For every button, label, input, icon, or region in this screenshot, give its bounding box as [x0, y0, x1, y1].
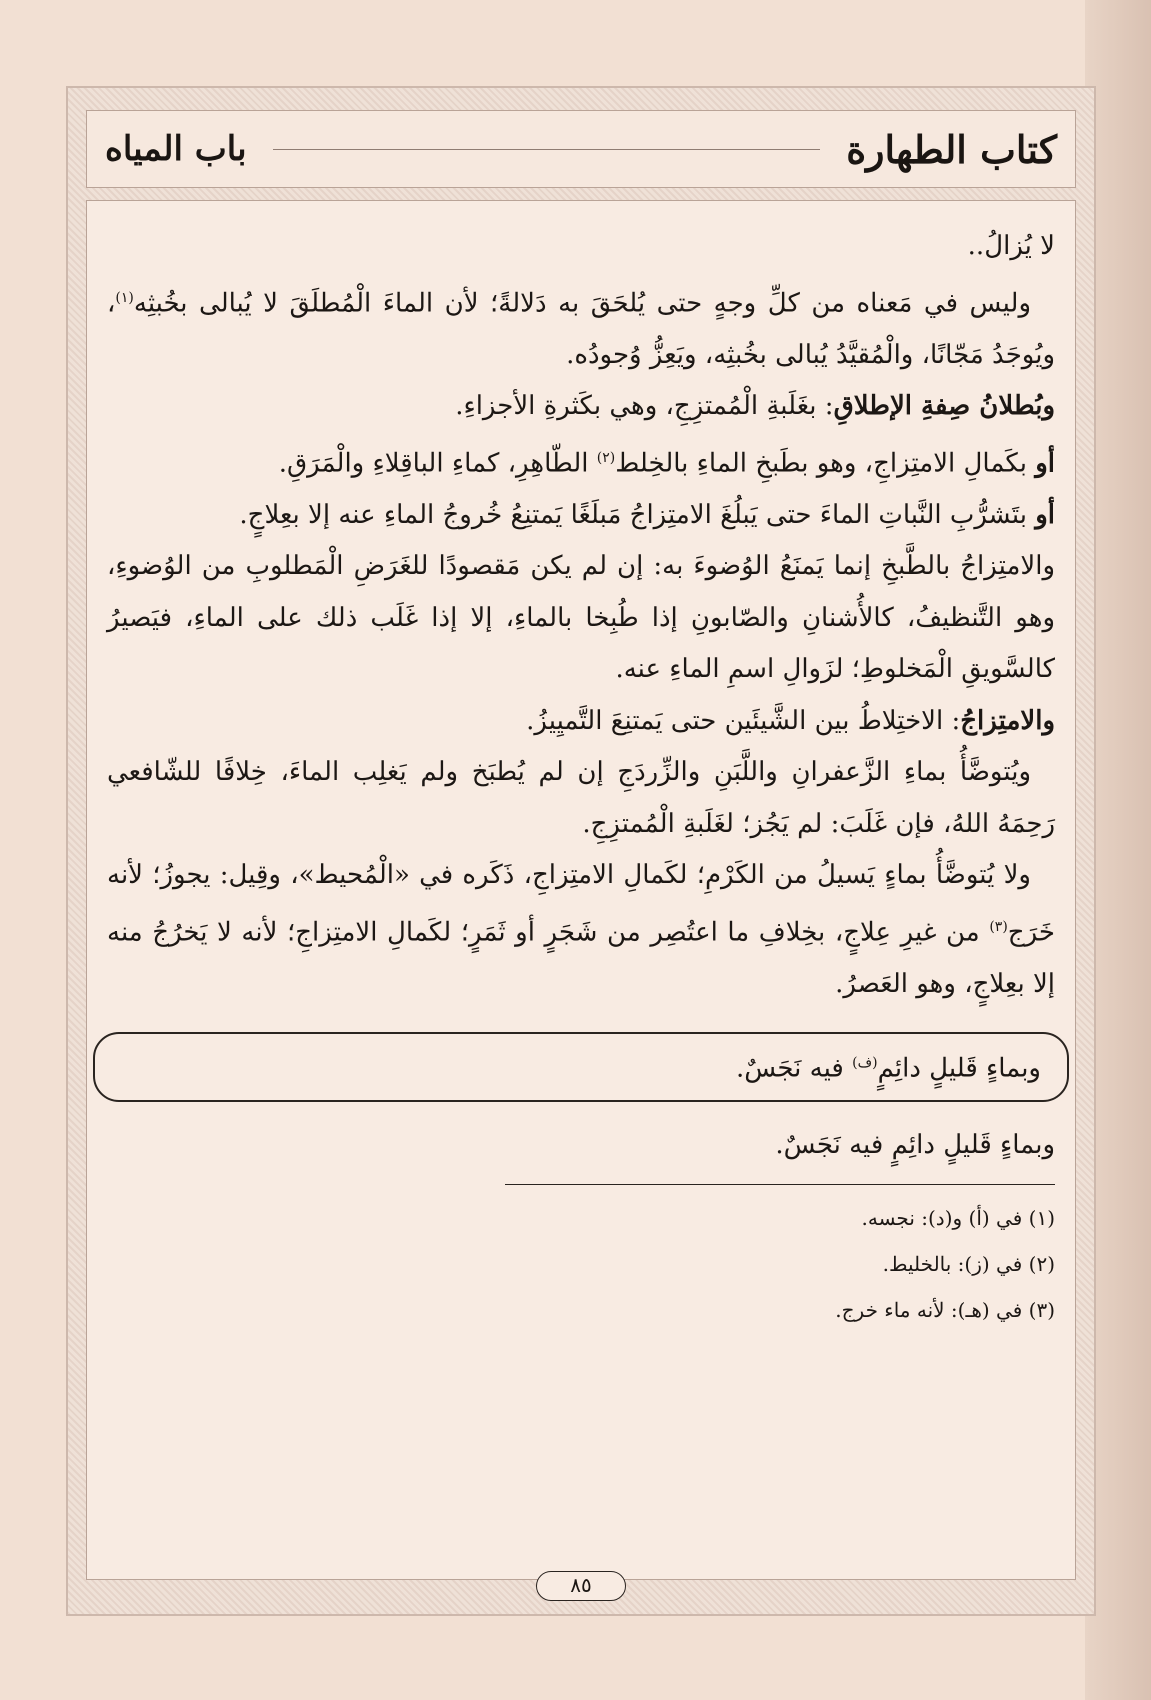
paragraph-6-text: والامتِزاجُ بالطَّبخِ إنما يَمنَعُ الوُضوءَ به: إن لم يكن مَقصودًا للغَرَضِ الْمَطلوبِ من الوُضوءِ، وهو التَّنظيفُ، كالأُشنانِ والصّابونِ إذا طُبِخا بالماءِ، إلا إذا غَلَب ذلك على الماءِ، فيَصيرُ كالسَّويقِ الْمَخلوطِ؛ لزَوالِ اسمِ الماءِ عنه.: [107, 551, 1055, 685]
paragraph-3-lead: وبُطلانُ صِفةِ الإطلاقِ: [833, 391, 1055, 422]
page-frame: [66, 86, 1096, 1616]
footnote-1: (١) في (أ) و(د): نجسه.: [861, 1205, 1055, 1230]
matn-text-tail: فيه نَجَسٌ.: [735, 1054, 853, 1085]
paragraph-7-lead: والامتِزاجُ: [960, 705, 1055, 736]
paragraph-3-text: : بغَلَبةِ الْمُمتزِجِ، وهي بكَثرةِ الأجزاءِ.: [455, 391, 834, 422]
paragraph-4-tail: الطّاهِرِ، كماءِ الباقِلاءِ والْمَرَقِ.: [278, 448, 597, 479]
footnote-2: (٢) في (ز): بالخليط.: [882, 1251, 1055, 1276]
paragraph-5: [107, 490, 1055, 542]
book-title: كتاب الطهارة: [846, 126, 1057, 172]
paragraph-8-text: ويُتوضَّأُ بماءِ الزَّعفرانِ واللَّبَنِ والزِّردَجِ إن لم يُطبَخ ولم يَغلِب الماءَ، خِلافًا للشّافعي رَحِمَهُ اللهُ، فإن غَلَبَ: لم يَجُز؛ لغَلَبةِ الْمُمتزِجِ.: [107, 757, 1055, 839]
matn-text: وبماءٍ قَليلٍ دائِمٍ: [877, 1054, 1041, 1085]
paragraph-3: [107, 381, 1055, 433]
paragraph-7-text: : الاختِلاطُ بين الشَّيئَين حتى يَمتنِعَ التَّميِيزُ.: [526, 705, 961, 736]
paragraph-8: [107, 747, 1055, 850]
paragraph-4: [107, 433, 1055, 490]
paragraph-9: [107, 850, 1055, 1010]
paragraph-1-text: لا يُزالُ..: [967, 231, 1055, 261]
paragraph-5-text: بتَشرُّبِ النَّباتِ الماءَ حتى يَبلُغَ الامتِزاجُ مَبلَغًا يَمتنِعُ خُروجُ الماءِ عنه إلا بعِلاجٍ.: [239, 499, 1036, 530]
main-text: [107, 221, 1055, 1333]
footnote-ref-1: (١): [115, 289, 134, 306]
matn-box: [93, 1032, 1069, 1102]
running-header: [86, 110, 1076, 188]
paragraph-4-lead: أو: [1035, 448, 1055, 479]
paragraph-5-lead: أو: [1035, 499, 1055, 530]
paragraph-7: [107, 696, 1055, 748]
paragraph-2: [107, 273, 1055, 382]
footnote-3: (٣) في (هـ): لأنه ماء خرج.: [835, 1297, 1055, 1322]
matn-marker: (ف): [852, 1055, 878, 1072]
content-area: [86, 200, 1076, 1597]
footnote-divider: [505, 1184, 1055, 1185]
matn-repeat: وبماءٍ قَليلٍ دائِمٍ فيه نَجَسٌ.: [775, 1130, 1055, 1161]
paragraph-9-text: ولا يُتوضَّأُ بماءٍ يَسيلُ من الكَرْمِ؛ لكَمالِ الامتِزاجِ، ذَكَره في «الْمُحيط»، وقِيل: يجوزُ؛ لأنه خَرَج: [107, 860, 1055, 948]
footnote-ref-2: (٢): [596, 449, 616, 466]
paragraph-2-text: وليس في مَعناه من كلِّ وجهٍ حتى يُلحَقَ به دَلالةً؛ لأن الماءَ الْمُطلَقَ لا يُبالى بخُبثِه: [133, 288, 1031, 319]
paragraph-1: [107, 221, 1055, 273]
header-rule: [273, 149, 821, 150]
page-number: ٨٥: [536, 1571, 626, 1601]
paragraph-6: [107, 541, 1055, 696]
paragraph-2-tail: ، ويُوجَدُ مَجّانًا، والْمُقيَّدُ يُبالى بخُبثِه، ويَعِزُّ وُجودُه.: [107, 288, 1055, 370]
paragraph-4-text: بكَمالِ الامتِزاجِ، وهو بطَبخِ الماءِ بالخِلط: [615, 448, 1036, 479]
paragraph-9-tail: من غيرِ عِلاجٍ، بخِلافِ ما اعتُصِر من شَجَرٍ أو ثَمَرٍ؛ لكَمالِ الامتِزاجِ؛ لأنه لا يَخرُجُ منه إلا بعِلاجٍ، وهو العَصرُ.: [107, 917, 1055, 999]
footnote-ref-3: (٣): [989, 918, 1008, 935]
chapter-title: باب المياه: [105, 129, 247, 169]
